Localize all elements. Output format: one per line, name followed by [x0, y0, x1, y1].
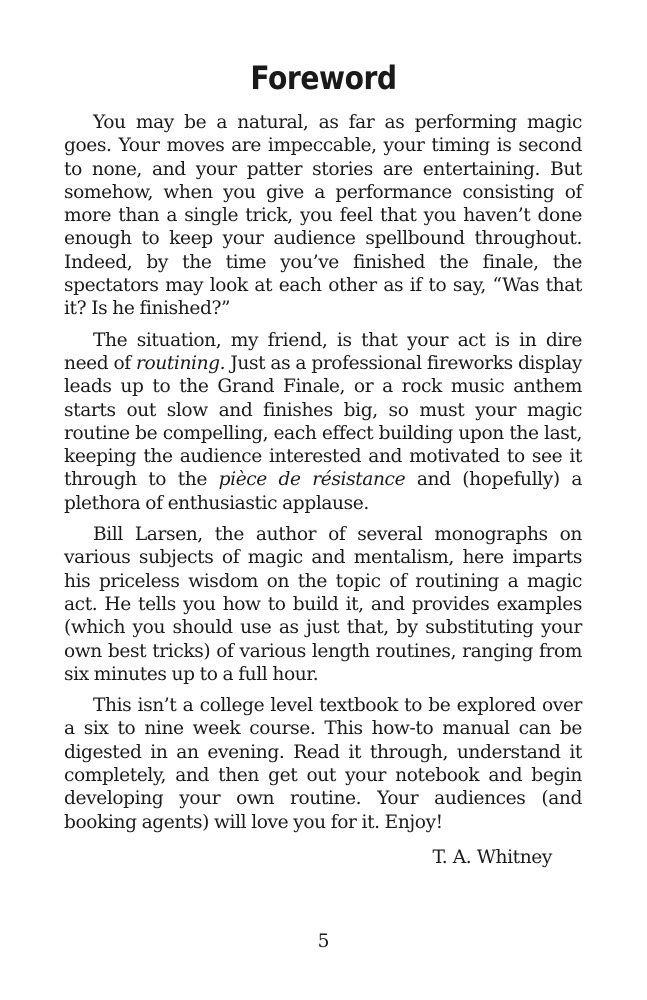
paragraph-2-text-a: The situation, my friend, is that your act is in dire need of [64, 329, 582, 374]
paragraph-2-italic-piece: pièce de résistance [218, 469, 406, 491]
paragraph-3-text: Bill Larsen, the author of several monographs on various subjects of magic and mentalism, here imparts his priceless wisdom on the topic of routining a magic act. He tells you how to build it, and provides examples (which you should use as just that, by substituting your own best tricks) of various length routines, ranging from six minutes up to a full hour. [64, 524, 582, 685]
paragraph-3 [64, 523, 582, 686]
page-number: 5 [317, 931, 330, 952]
paragraph-4 [64, 694, 582, 834]
paragraph-1 [64, 111, 582, 321]
page-title: Foreword [250, 59, 397, 97]
paragraph-4-text: This isn’t a college level textbook to be explored over a six to nine week course. This how-to manual can be digested in an evening. Read it through, understand it completely, and then get out your notebook and begin developing your own routine. Your audiences (and booking agents) will love you for it. Enjoy! [64, 695, 582, 833]
paragraph-1-text: You may be a natural, as far as performing magic goes. Your moves are impeccable, your timing is second to none, and your patter stories are entertaining. But somehow, when you give a performance consisting of more than a single trick, you feel that you haven’t done enough to keep your audience spellbound throughout. Indeed, by the time you’ve finished the finale, the spectators may look at each other as if to say, “Was that it? Is he finished?” [64, 112, 582, 320]
paragraph-2-italic-routining: routining. [135, 352, 226, 374]
body-text [64, 111, 582, 842]
paragraph-2-text-c: and (hopefully) a plethora of enthusiastic applause. [64, 469, 583, 514]
paragraph-2-text-b: Just as a professional fireworks display leads up to the Grand Finale, or a rock music anthem starts out slow and finishes big, so must your magic routine be compelling, each effect building upon the last, keeping the audience interested and motivated to see it through to the [64, 352, 582, 491]
signature: T. A. Whitney [432, 847, 552, 868]
paragraph-2 [64, 329, 582, 515]
